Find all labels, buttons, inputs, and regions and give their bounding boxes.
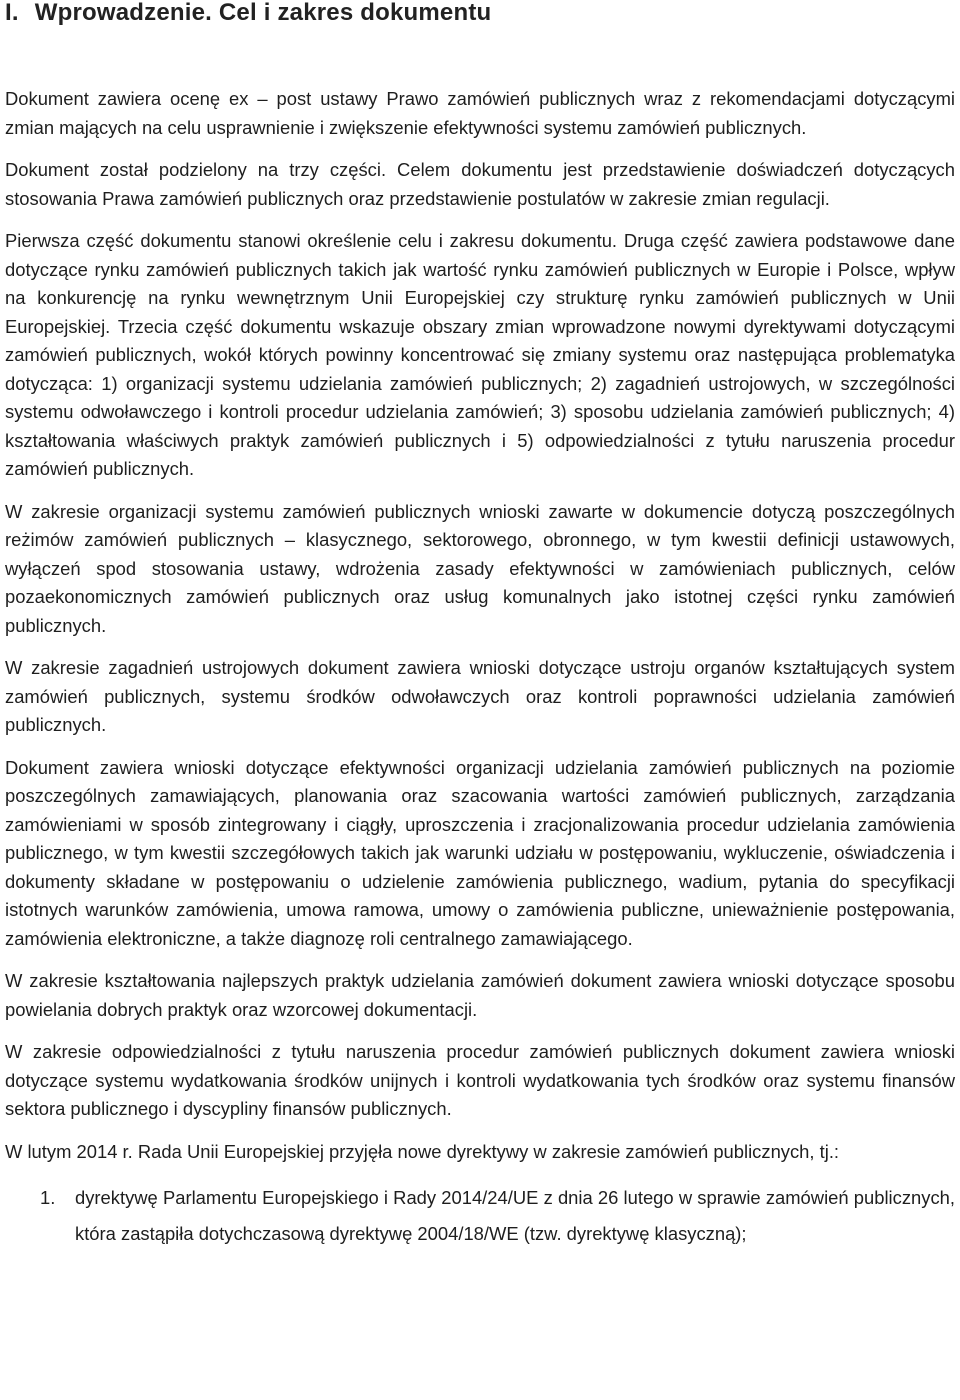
paragraph-institutional: W zakresie zagadnień ustrojowych dokument zawiera wnioski dotyczące ustroju organów kształtujących system zamówień publicznych, systemu środków odwoławczych oraz kontroli poprawności udzielania zamówień publicznych. <box>5 657 955 735</box>
document-page <box>5 0 955 1252</box>
paragraph-efficiency: Dokument zawiera wnioski dotyczące efektywności organizacji udzielania zamówień publicznych na poziomie poszczególnych zamawiających, planowania oraz szacowania wartości zamówień publicznych, zarządzania zamówieniami w sposób zintegrowany i ciągły, uproszczenia i zracjonalizowania procedur udzielania zamówienia publicznego, w tym kwestii szczegółowych takich jak warunki udziału w postępowaniu, wykluczenie, oświadczenia i dokumenty składane w postępowaniu o udzielenie zamówienia publicznego, wadium, pytania do specyfikacji istotnych warunków zamówienia, umowa ramowa, umowy o zamówienia publiczne, unieważnienie postępowania, zamówienia elektroniczne, a także diagnozę roli centralnego zamawiającego. <box>5 756 955 949</box>
paragraph-parts: Pierwsza część dokumentu stanowi określenie celu i zakresu dokumentu. Druga część zawiera podstawowe dane dotyczące rynku zamówień publicznych takich jak wartość rynku zamówień publicznych w Europie i Polsce, wpływ na konkurencję na rynku wewnętrznym Unii Europejskiej czy strukturę rynku zamówień publicznych w Unii Europejskiej. Trzecia część dokumentu wskazuje obszary zmian wprowadzone nowymi dyrektywami dotyczącymi zamówień publicznych, wokół których powinny koncentrować się zmiany systemu oraz następująca problematyka dotycząca: 1) organizacji systemu udzielania zamówień publicznych; 2) zagadnień ustrojowych, w szczególności systemu odwoławczego i kontroli procedur udzielania zamówień; 3) sposobu udzielania zamówień publicznych; 4) kształtowania właściwych praktyk zamówień publicznych i 5) odpowiedzialności z tytułu naruszenia procedur zamówień publicznych. <box>5 230 955 479</box>
list-item-marker: 1. <box>40 1187 56 1208</box>
paragraph-organization: W zakresie organizacji systemu zamówień publicznych wnioski zawarte w dokumencie dotyczą poszczególnych reżimów zamówień publicznych – klasycznego, sektorowego, obronnego, w tym kwestii definicji ustawowych, wyłączeń spod stosowania ustawy, wdrożenia zasady efektywności w zamówieniach publicznych, celów pozaekonomicznych zamówień publicznych oraz usług komunalnych jako istotnej części rynku zamówień publicznych. <box>5 500 955 636</box>
paragraph-responsibility: W zakresie odpowiedzialności z tytułu naruszenia procedur zamówień publicznych dokument zawiera wnioski dotyczące systemu wydatkowania środków unijnych i kontroli wydatkowania tych środków oraz systemu finansów sektora publicznego i dyscypliny finansów publicznych. <box>5 1041 955 1119</box>
paragraph-best-practices: W zakresie kształtowania najlepszych praktyk udzielania zamówień dokument zawiera wnioski dotyczące sposobu powielania dobrych praktyk oraz wzorcowej dokumentacji. <box>5 970 955 1020</box>
paragraph-intro: Dokument zawiera ocenę ex – post ustawy Prawo zamówień publicznych wraz z rekomendacjami dotyczącymi zmian mających na celu usprawnienie i zwiększenie efektywności systemu zamówień publicznych. <box>5 88 955 138</box>
list-item <box>5 1180 955 1252</box>
section-heading <box>5 0 955 26</box>
directive-list <box>5 1180 955 1252</box>
paragraph-structure: Dokument został podzielony na trzy części. Celem dokumentu jest przedstawienie doświadczeń dotyczących stosowania Prawa zamówień publicznych oraz przedstawienie postulatów w zakresie zmian regulacji. <box>5 159 955 209</box>
list-item-text: dyrektywę Parlamentu Europejskiego i Rady 2014/24/UE z dnia 26 lutego w sprawie zamówień publicznych, która zastąpiła dotychczasową dyrektywę 2004/18/WE (tzw. dyrektywę klasyczną); <box>75 1187 955 1244</box>
paragraph-directives: W lutym 2014 r. Rada Unii Europejskiej przyjęła nowe dyrektywy w zakresie zamówień publicznych, tj.: <box>5 1140 840 1162</box>
section-title: Wprowadzenie. Cel i zakres dokumentu <box>34 0 492 26</box>
section-number: I. <box>5 0 19 26</box>
